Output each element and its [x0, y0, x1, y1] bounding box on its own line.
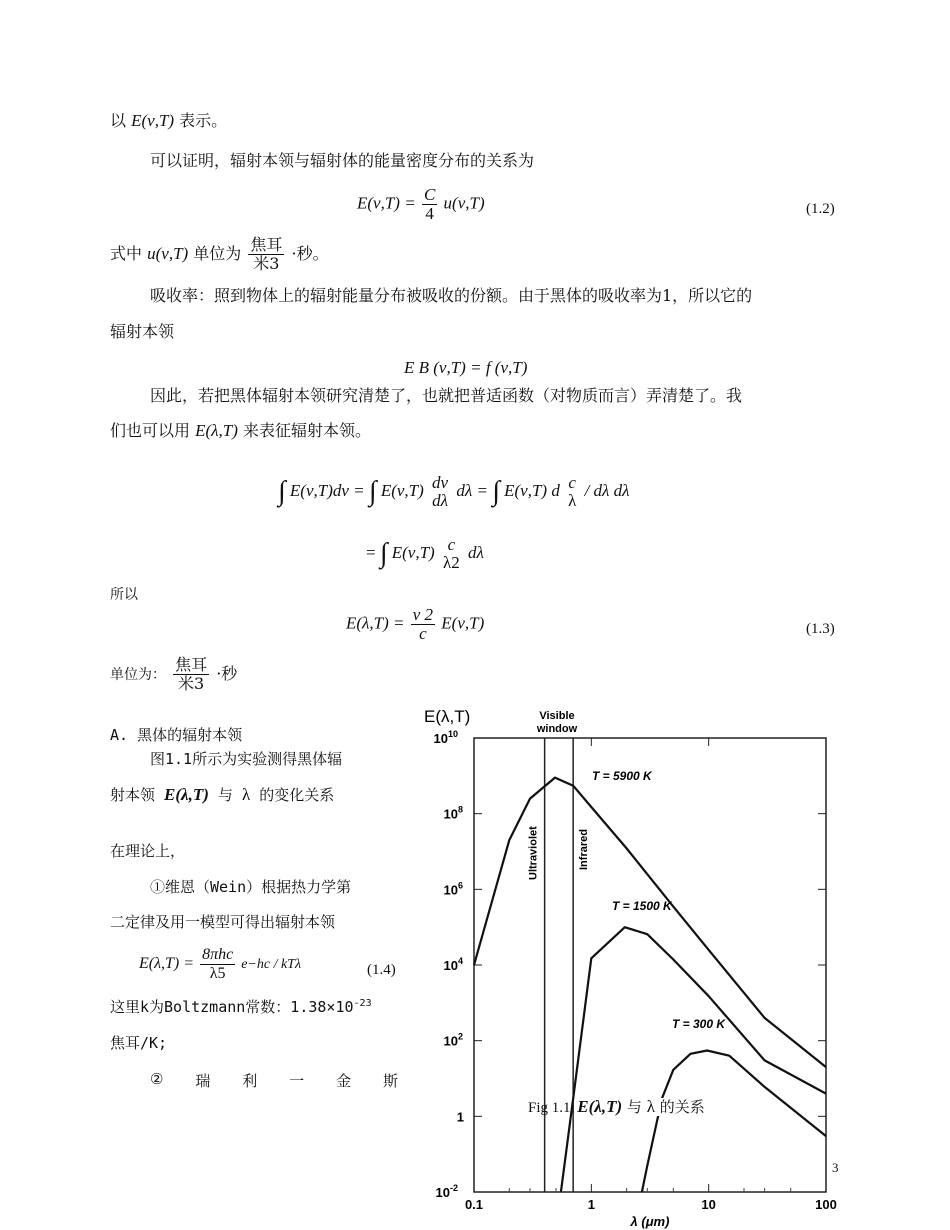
text-suffix: 的变化关系 [259, 786, 335, 804]
y-tick-base: 10 [443, 958, 458, 973]
integral-term-4: E(ν,T) d [504, 480, 560, 500]
char: 瑞 [195, 1072, 211, 1090]
exponent: -23 [353, 998, 372, 1009]
y-tick-base: 10 [435, 1185, 450, 1200]
y-tick-label [434, 729, 458, 746]
y-tick-label [436, 1183, 458, 1200]
math-expression: E(λ,T) [195, 421, 238, 440]
figure-caption [528, 1096, 707, 1117]
x-tick-label: 0.1 [464, 1197, 484, 1212]
text-line-5: 辐射本领 [110, 322, 175, 341]
y-tick-label [444, 880, 463, 897]
integral-term-5: / dλ dλ [584, 480, 630, 500]
equation-eb: E B (ν,T) = f (ν,T) [404, 358, 528, 377]
equation-lhs: E(ν,T) = [357, 193, 416, 213]
circled-number: ② [150, 1070, 164, 1088]
x-axis-label: λ (μm) [630, 1214, 670, 1229]
math-expression: E(ν,T) [131, 111, 175, 130]
curve-5900k [474, 778, 826, 1068]
y-tick-base: 10 [443, 806, 458, 822]
fraction-denominator: λ5 [209, 965, 226, 982]
text-line-6: 因此，若把黑体辐射本领研究清楚了，也就把普适函数（对物质而言）弄清楚了。我 [150, 386, 743, 405]
text-prefix: 以 [110, 111, 127, 130]
equation-rhs: u(ν,T) [443, 193, 485, 213]
math-expression: u(ν,T) [147, 244, 189, 263]
text-middle: 单位为 [193, 244, 242, 263]
text-wien-1: ①维恩（Wein）根据热力学第 [150, 878, 352, 896]
fraction-numerator: 焦耳 [250, 235, 283, 254]
y-tick-base: 10 [433, 731, 448, 746]
text-suffix: 表示。 [179, 111, 228, 130]
text-suffix: ·秒。 [291, 244, 329, 263]
text-line-4: 吸收率：照到物体上的辐射能量分布被吸收的份额。由于黑体的吸收率为1，所以它的 [150, 286, 753, 305]
fraction-numerator: C [423, 185, 436, 204]
exponential-term: e−hc / kTλ [241, 957, 302, 973]
char: 斯 [382, 1072, 398, 1090]
fraction-denominator: 米3 [253, 254, 280, 273]
fraction-denominator: λ2 [442, 553, 460, 572]
lambda-symbol: λ [241, 785, 251, 804]
equation-lhs: E(λ,T) = [139, 955, 195, 973]
fraction-numerator: 焦耳 [175, 655, 208, 674]
page-number: 3 [832, 1160, 839, 1175]
text-prefix: 式中 [110, 244, 143, 263]
text-suoyi: 所以 [110, 587, 138, 603]
integral-sign: ∫ [379, 538, 388, 569]
y-tick-exponent: 4 [457, 956, 463, 966]
text-theory: 在理论上， [110, 842, 186, 860]
fraction-denominator: c [419, 624, 427, 643]
visible-window-label: window [536, 723, 578, 735]
text-wien-2: 二定律及用一模型可得出辐射本领 [110, 913, 336, 931]
fraction-denominator: dλ [432, 491, 448, 510]
boltzmann-text: 这里k为Boltzmann常数：1.38×10 [110, 998, 354, 1016]
text-prefix: 射本领 [110, 786, 156, 804]
text-boltzmann-unit: 焦耳/K; [110, 1034, 168, 1052]
fraction-numerator: 8πhc [202, 946, 234, 963]
text-prefix: 单位为： [110, 667, 166, 683]
integral-sign: ∫ [278, 476, 286, 507]
x-tick-label: 10 [701, 1197, 716, 1212]
caption-label: Fig 1.1 [528, 1100, 571, 1116]
ultraviolet-label: Ultraviolet [527, 826, 540, 880]
curve-label: T = 300 K [672, 1017, 726, 1031]
x-tick-label: 1 [587, 1197, 595, 1212]
equation-number-1-3: (1.3) [806, 621, 835, 637]
text-suffix: 的关系 [659, 1098, 705, 1116]
y-tick-label: 1 [456, 1109, 464, 1125]
y-tick-exponent: 8 [457, 804, 463, 815]
equation-lhs: E(λ,T) = [346, 613, 405, 633]
equation-rhs: E(ν,T) [441, 613, 485, 633]
fraction-numerator: c [447, 535, 456, 554]
equals-sign: = [366, 542, 376, 562]
text-line-2: 可以证明，辐射本领与辐射体的能量密度分布的关系为 [150, 151, 535, 170]
differential: dλ [467, 542, 484, 562]
text-fig-intro-1: 图1.1所示为实验测得黑体辐 [150, 750, 343, 768]
integral-term: E(ν,T) [391, 542, 435, 562]
lambda-symbol: λ [646, 1097, 655, 1116]
integral-sign: ∫ [492, 476, 500, 507]
text-suffix: ·秒 [216, 664, 238, 683]
y-axis-label: E(λ,T) [424, 707, 471, 726]
integral-term-2: E(ν,T) [380, 480, 424, 500]
y-tick-exponent: 6 [457, 880, 463, 891]
text-middle: 与 [626, 1098, 642, 1116]
y-tick-base: 10 [443, 1033, 458, 1049]
fraction-denominator: 4 [425, 204, 434, 223]
fraction-denominator: λ [568, 491, 577, 510]
y-tick-exponent: -2 [449, 1183, 458, 1193]
fraction-numerator: dν [432, 473, 449, 492]
equation-number-1-2: (1.2) [806, 201, 835, 217]
char: 金 [336, 1072, 352, 1090]
math-expression: E(λ,T) [577, 1097, 623, 1116]
visible-window-label: Visible [539, 710, 575, 722]
curve-label: T = 1500 K [612, 899, 672, 913]
text-middle: 与 [217, 786, 233, 804]
curve-300k [642, 1051, 826, 1193]
y-tick-exponent: 2 [457, 1031, 463, 1042]
equation-number-1-4: (1.4) [367, 962, 396, 978]
text-suffix: 来表征辐射本领。 [242, 421, 371, 440]
y-tick-label [444, 1032, 463, 1049]
fraction-numerator: ν 2 [412, 605, 434, 624]
text-prefix: 们也可以用 [110, 421, 191, 440]
y-tick-base: 10 [443, 882, 458, 898]
caption-body [575, 1098, 706, 1116]
fraction-denominator: 米3 [178, 674, 205, 693]
section-heading-a: A. 黑体的辐射本领 [110, 726, 243, 744]
curve-label: T = 5900 K [592, 769, 652, 783]
fraction-numerator: c [568, 473, 576, 492]
y-tick-label [444, 805, 463, 822]
char: 一 [289, 1072, 305, 1090]
x-tick-label: 100 [815, 1197, 837, 1212]
math-expression: E(λ,T) [164, 785, 209, 804]
integral-sign: ∫ [368, 476, 377, 507]
y-tick-exponent: 10 [447, 729, 458, 739]
infrared-label: Infrared [578, 829, 591, 870]
curve-1500k [561, 927, 826, 1192]
char: 利 [242, 1072, 258, 1090]
integral-term-1: E(ν,T)dν = [289, 480, 365, 500]
y-tick-label [444, 956, 463, 973]
integral-term-3: dλ = [456, 480, 488, 500]
